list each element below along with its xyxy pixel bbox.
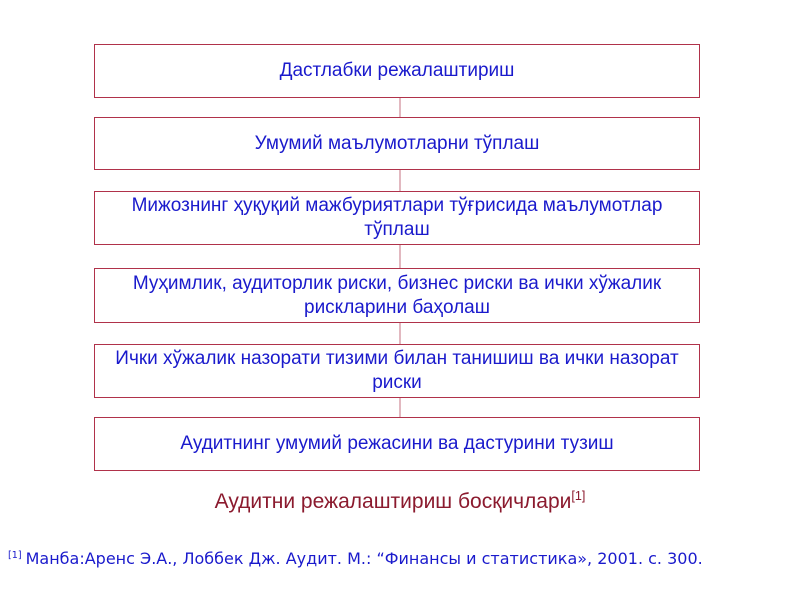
step-box-audit-plan [94, 417, 700, 471]
step-label: Умумий маълумотларни тўплаш [254, 132, 540, 154]
step-label: Ички хўжалик назорати тизими билан танишиш ва ички назорат риски [115, 348, 679, 393]
step-label: Дастлабки режалаштириш [279, 60, 515, 81]
footnote-ref: [1] [8, 549, 22, 561]
footnote [8, 547, 703, 571]
step-box-preliminary-planning [94, 44, 700, 98]
step-box-risk-assessment [94, 268, 700, 323]
caption-footnote-ref: [1] [571, 489, 586, 503]
step-box-internal-control [94, 344, 700, 398]
step-label: Мижознинг ҳуқуқий мажбуриятлари тўғрисида маълумотлар тўплаш [131, 195, 663, 240]
diagram-caption [0, 488, 800, 516]
footnote-text: Манба:Аренс Э.А., Лоббек Дж. Аудит. М.: “Финансы и статистика», 2001. с. 300. [25, 549, 703, 568]
step-label: Муҳимлик, аудиторлик риски, бизнес риски ва ички хўжалик рискларини баҳолаш [132, 272, 662, 318]
step-box-legal-obligations [94, 191, 700, 245]
caption-text: Аудитни режалаштириш босқичлари [214, 490, 572, 513]
step-box-general-information [94, 117, 700, 170]
step-label: Аудитнинг умумий режасини ва дастурини тузиш [180, 433, 614, 454]
